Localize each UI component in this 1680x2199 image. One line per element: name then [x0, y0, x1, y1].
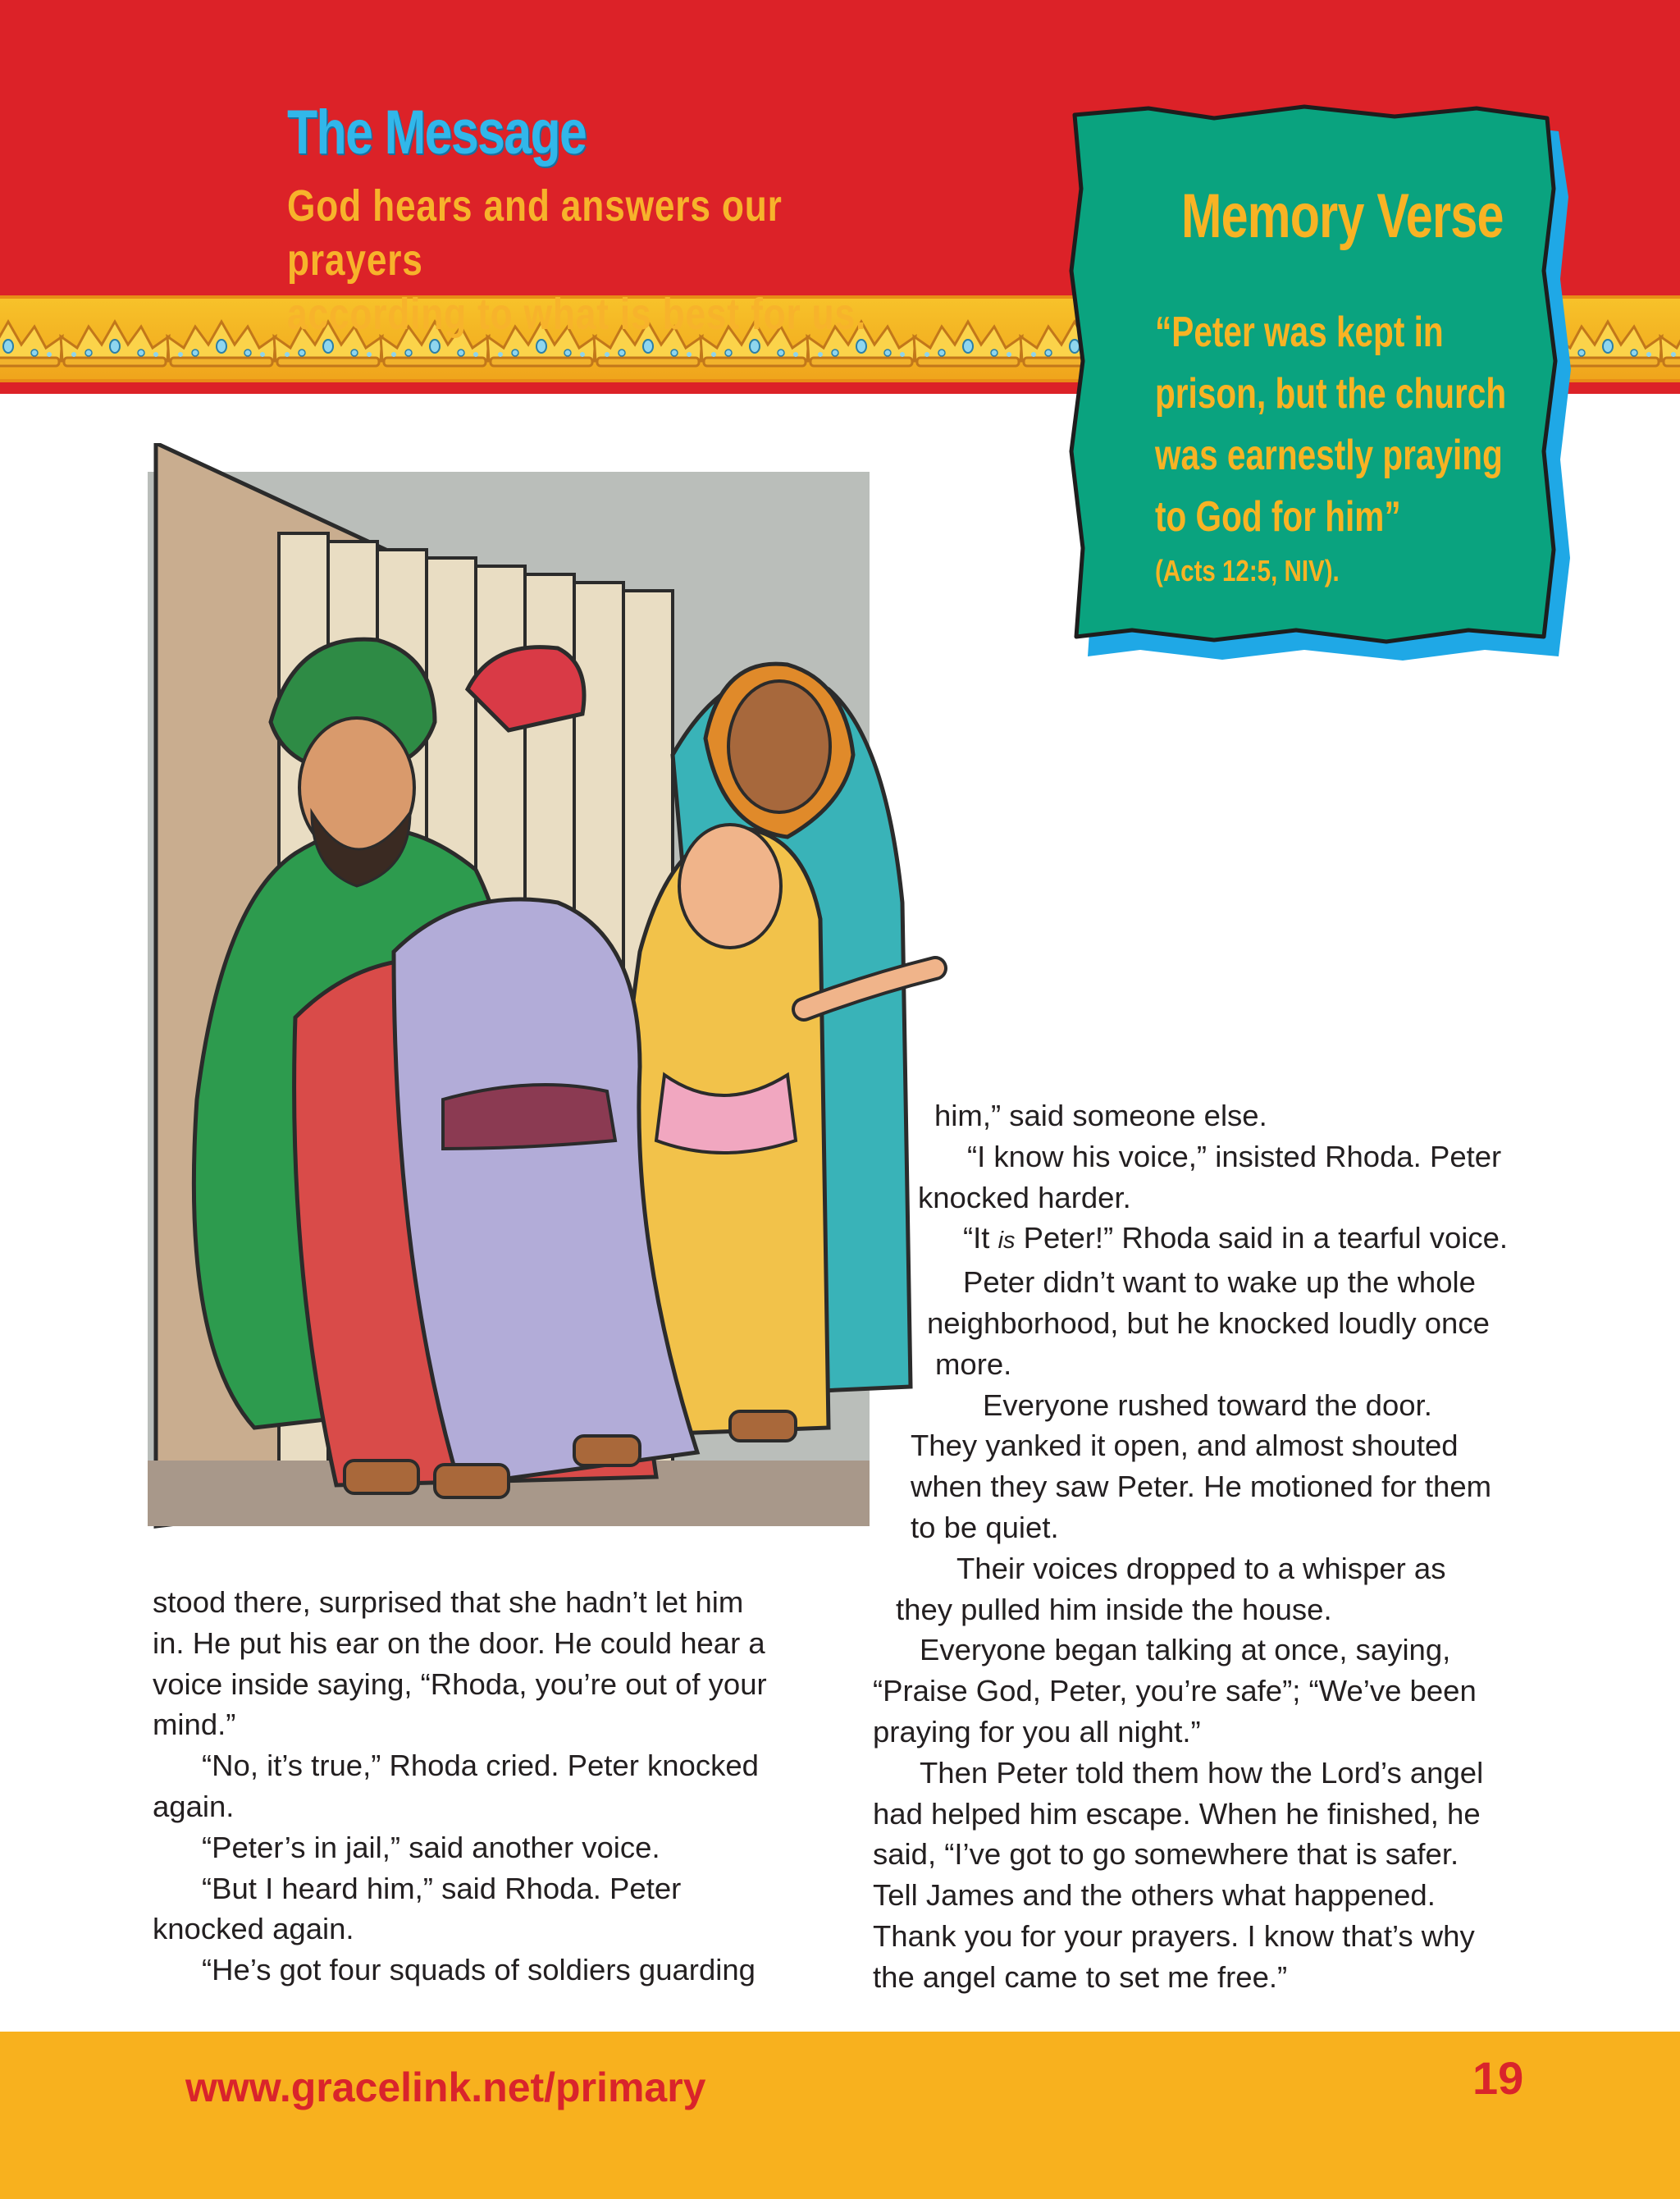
story-line: knocked again. [153, 1912, 354, 1946]
story-line: Peter didn’t want to wake up the whole [963, 1265, 1476, 1300]
story-text: Peter!” Rhoda said in a tearful voice. [1015, 1221, 1509, 1255]
story-line: more. [935, 1346, 1012, 1381]
story-line: Everyone began talking at once, saying, [920, 1633, 1451, 1667]
story-line: they pulled him inside the house. [896, 1592, 1332, 1626]
story-line: Everyone rushed toward the door. [983, 1388, 1432, 1422]
story-line: the angel came to set me free.” [873, 1959, 1288, 1994]
story-line: “No, it’s true,” Rhoda cried. Peter knocked [202, 1749, 759, 1783]
story-line: had helped him escape. When he finished, he [873, 1796, 1481, 1831]
story-line: “Peter’s in jail,” said another voice. [202, 1830, 660, 1864]
verse-line: “Peter was kept in [1155, 309, 1444, 356]
story-line: Tell James and the others what happened. [873, 1878, 1436, 1913]
story-text: “It [963, 1221, 998, 1255]
story-line: him,” said someone else. [934, 1099, 1267, 1132]
footer-bar [0, 2032, 1680, 2199]
story-line: voice inside saying, “Rhoda, you’re out of your [153, 1666, 767, 1701]
story-line: said, “I’ve got to go somewhere that is safer. [873, 1837, 1459, 1872]
message-title: The Message [287, 98, 587, 167]
message-line: according to what is best for us. [287, 290, 867, 339]
memory-verse-text [1155, 302, 1513, 548]
verse-line: to God for him” [1155, 493, 1401, 541]
story-line: mind.” [153, 1708, 236, 1742]
story-line: when they saw Peter. He motioned for them [911, 1470, 1492, 1504]
story-line: Their voices dropped to a whisper as [956, 1551, 1446, 1585]
story-column-left [153, 1582, 767, 1991]
message-text [287, 179, 892, 341]
memory-verse-box [1058, 98, 1583, 665]
footer-website-link[interactable]: www.gracelink.net/primary [185, 2064, 706, 2110]
memory-verse-title: Memory Verse [1181, 181, 1504, 251]
emphasis-text: is [998, 1228, 1016, 1255]
peter-and-rhoda-illustration [148, 443, 968, 1534]
story-line: “Praise God, Peter, you’re safe”; “We’ve been [873, 1674, 1477, 1708]
story-line: stood there, surprised that she hadn’t let him [153, 1585, 744, 1619]
story-line: knocked harder. [918, 1180, 1131, 1214]
verse-line: prison, but the church [1155, 370, 1507, 418]
story-line: again. [153, 1789, 235, 1823]
story-line: neighborhood, but he knocked loudly once [927, 1305, 1490, 1340]
story-line: praying for you all night.” [873, 1714, 1201, 1749]
story-line: “But I heard him,” said Rhoda. Peter [202, 1871, 682, 1905]
story-column-right [873, 1095, 1508, 1998]
story-line: to be quiet. [911, 1510, 1059, 1544]
message-line: God hears and answers our prayers [287, 181, 783, 285]
verse-line: was earnestly praying [1155, 432, 1503, 479]
story-line: They yanked it open, and almost shouted [911, 1429, 1459, 1463]
story-line: “I know his voice,” insisted Rhoda. Peter [967, 1139, 1502, 1173]
story-line: in. He put his ear on the door. He could hear a [153, 1625, 765, 1660]
story-line [873, 1218, 1508, 1262]
story-line: Then Peter told them how the Lord’s angel [920, 1755, 1484, 1790]
story-line: “He’s got four squads of soldiers guarding [202, 1953, 756, 1987]
page-number: 19 [1472, 2052, 1524, 2104]
verse-reference: (Acts 12:5, NIV). [1155, 554, 1340, 587]
story-line: Thank you for your prayers. I know that’s why [873, 1918, 1475, 1953]
story-illustration [148, 443, 968, 1534]
